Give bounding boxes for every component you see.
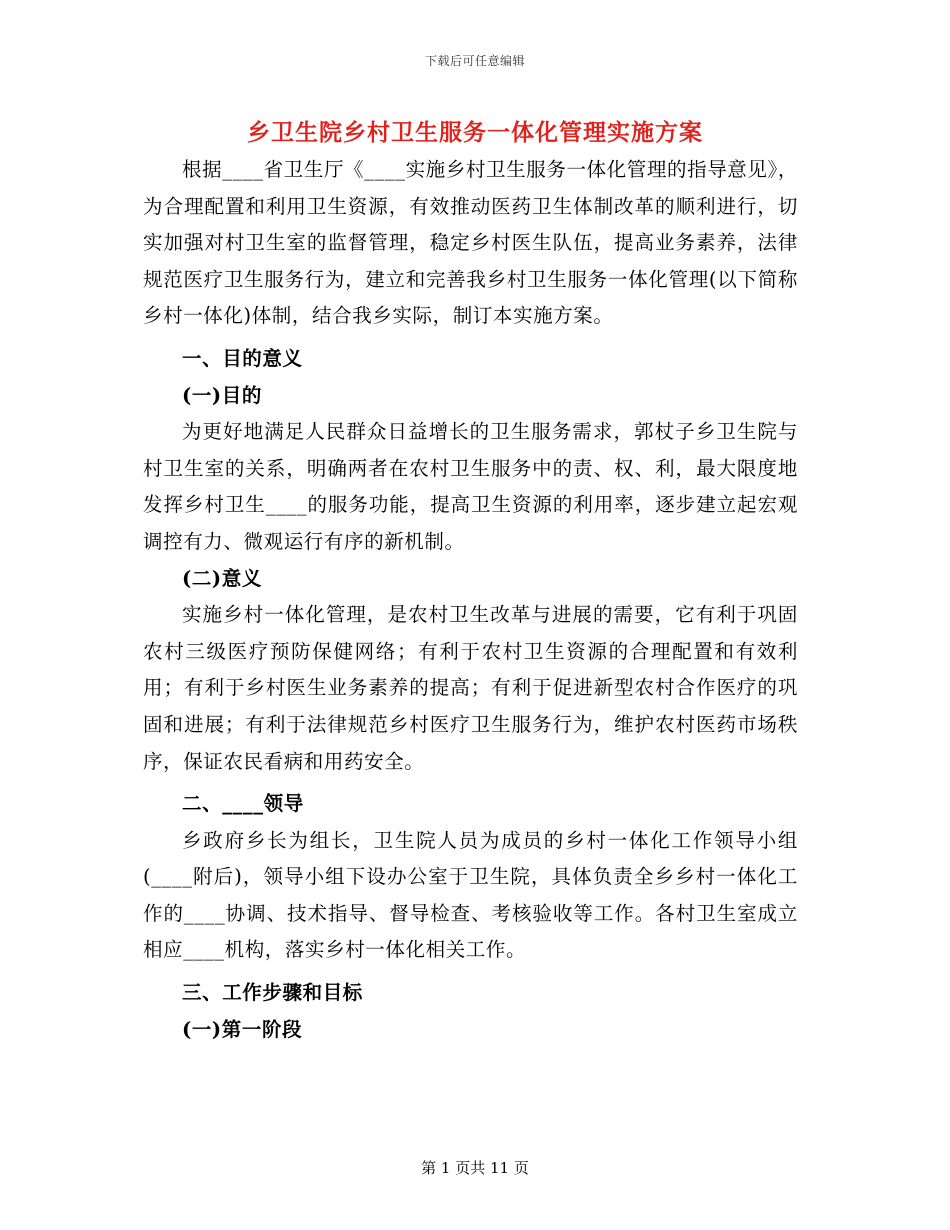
section-1-heading: 一、目的意义	[182, 346, 303, 370]
document-body	[143, 152, 798, 1048]
section-1-sub-2-heading: (二)意义	[182, 566, 262, 590]
intro-paragraph: 根据____省卫生厅《____实施乡村卫生服务一体化管理的指导意见》，为合理配置和利用卫生资源，有效推动医药卫生体制改革的顺利进行，切实加强对村卫生室的监督管理，稳定乡村医生队伍，提高业务素养，法律规范医疗卫生服务行为，建立和完善我乡村卫生服务一体化管理(以下简称乡村一体化)体制，结合我乡实际，制订本实施方案。	[143, 158, 798, 328]
section-2-paragraph: 乡政府乡长为组长，卫生院人员为成员的乡村一体化工作领导小组(____附后)，领导小组下设办公室于卫生院，具体负责全乡乡村一体化工作的____协调、技术指导、督导检查、考核验收等工作。各村卫生室成立相应____机构，落实乡村一体化相关工作。	[143, 828, 798, 962]
section-3-sub-1-heading: (一)第一阶段	[182, 1017, 303, 1041]
section-2-heading: 二、____领导	[182, 792, 304, 816]
document-title: 乡卫生院乡村卫生服务一体化管理实施方案	[247, 119, 703, 146]
page-number: 第 1 页共 11 页	[421, 1159, 529, 1177]
section-1-sub-1-paragraph: 为更好地满足人民群众日益增长的卫生服务需求，郭杖子乡卫生院与村卫生室的关系，明确两者在农村卫生服务中的责、权、利，最大限度地发挥乡村卫生____的服务功能，提高卫生资源的利用率，逐步建立起宏观调控有力、微观运行有序的新机制。	[143, 420, 798, 553]
header-note: 下载后可任意编辑	[424, 54, 525, 68]
section-1-sub-2-paragraph: 实施乡村一体化管理，是农村卫生改革与进展的需要，它有利于巩固农村三级医疗预防保健网络；有利于农村卫生资源的合理配置和有效利用；有利于乡村医生业务素养的提高；有利于促进新型农村合作医疗的巩固和进展；有利于法律规范乡村医疗卫生服务行为，维护农村医药市场秩序，保证农民看病和用药安全。	[143, 603, 798, 773]
section-3-heading: 三、工作步骤和目标	[182, 981, 363, 1005]
section-1-sub-1-heading: (一)目的	[182, 383, 262, 407]
